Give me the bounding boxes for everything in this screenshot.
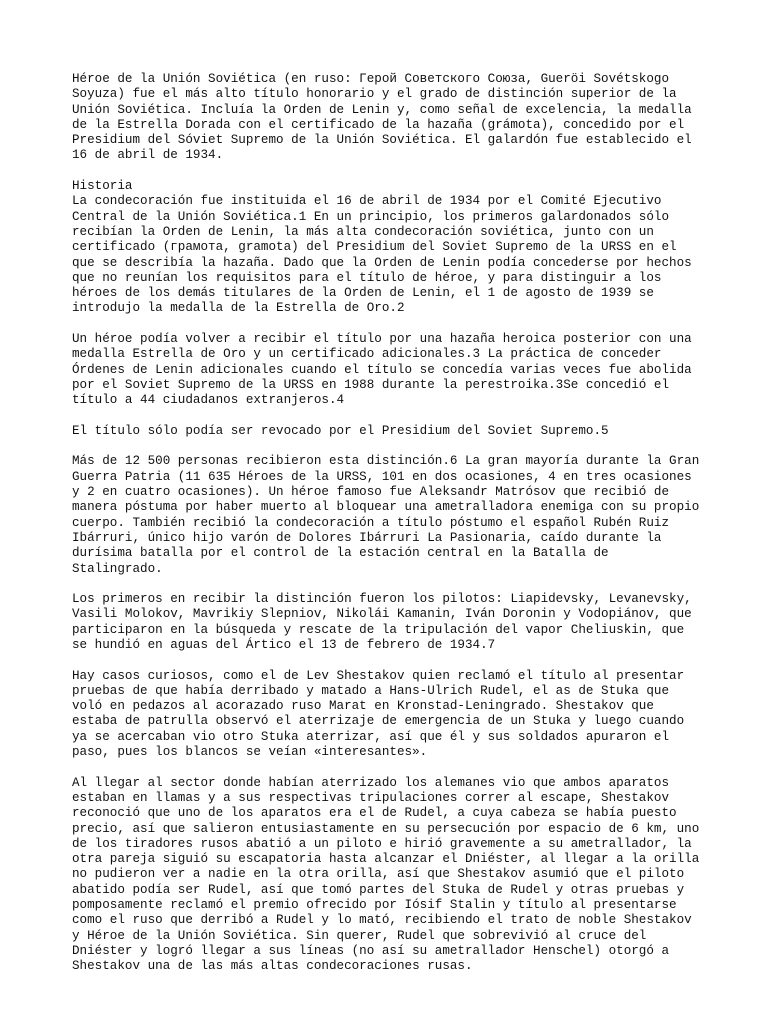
text-line: Vasili Molokov, Mavrikiy Slepniov, Nikolái Kamanin, Iván Doronin y Vodopiánov, que: [72, 607, 692, 622]
text-line: héroes de los demás titulares de la Orden de Lenin, el 1 de agosto de 1939 se: [72, 286, 654, 301]
text-line: participaron en la búsqueda y rescate de la tripulación del vapor Cheliuskin, que: [72, 622, 685, 637]
document-page: [72, 72, 712, 990]
text-line: Hay casos curiosos, como el de Lev Shestakov quien reclamó el título al presentar: [72, 668, 685, 683]
text-line: Órdenes de Lenin adicionales cuando el título se concedía varias veces fue abolida: [72, 362, 692, 377]
text-line: que se describía la hazaña. Dado que la Orden de Lenin podía concederse por hechos: [72, 255, 692, 270]
text-line: de la Estrella Dorada con el certificado de la hazaña (grámota), concedido por el: [72, 117, 685, 132]
text-line: Soyuza) fue el más alto título honorario y el grado de distinción superior de la: [72, 87, 677, 102]
text-line: Un héroe podía volver a recibir el título por una hazaña heroica posterior con una: [72, 332, 692, 347]
text-line: no pudieron ver a nadie en la otra orilla, así que Shestakov asumió que el piloto: [72, 867, 685, 882]
text-line: y 2 en cuatro ocasiones). Un héroe famoso fue Aleksandr Matrósov que recibió de: [72, 485, 670, 500]
text-line: abatido podía ser Rudel, así que tomó partes del Stuka de Rudel y otras pruebas y: [72, 882, 685, 897]
text-line: de los tiradores rusos abatió a un piloto e hirió gravemente a su ametrallador, la: [72, 836, 692, 851]
history-section-paragraph: [72, 179, 712, 317]
text-line: 16 de abril de 1934.: [72, 148, 224, 163]
text-line: La condecoración fue instituida el 16 de abril de 1934 por el Comité Ejecutivo: [72, 194, 662, 209]
text-line: Central de la Unión Soviética.1 En un principio, los primeros galardonados sólo: [72, 209, 670, 224]
text-line: estaba de patrulla observó el aterrizaje de emergencia de un Stuka y luego cuando: [72, 714, 685, 729]
text-line: reconoció que uno de los aparatos era el de Rudel, a cuya cabeza se había puesto: [72, 806, 677, 821]
body-paragraph: [72, 776, 712, 975]
text-line: otra pareja siguió su escapatoria hasta alcanzar el Dniéster, al llegar a la orilla: [72, 852, 700, 867]
text-line: Al llegar al sector donde habían aterrizado los alemanes vio que ambos aparatos: [72, 775, 670, 790]
text-line: estaban en llamas y a sus respectivas tripulaciones correr al escape, Shestakov: [72, 790, 670, 805]
text-line: Héroe de la Unión Soviética (en ruso: Герой Советского Союза, Gueröi Sovétskogo: [72, 72, 670, 86]
text-line: Dniéster y logró llegar a sus líneas (no así su ametrallador Henschel) otorgó a: [72, 943, 670, 958]
text-line: pomposamente reclamó el premio ofrecido por Iósif Stalin y título al presentarse: [72, 898, 677, 913]
text-line: Stalingrado.: [72, 561, 163, 576]
text-line: introdujo la medalla de la Estrella de Oro.2: [72, 301, 405, 316]
text-line: durísima batalla por el control de la estación central en la Batalla de: [72, 546, 609, 561]
text-line: paso, pues los blancos se veían «interesantes».: [72, 745, 428, 760]
text-line: título a 44 ciudadanos extranjeros.4: [72, 393, 345, 408]
section-heading: Historia: [72, 179, 133, 194]
text-line: Guerra Patria (11 635 Héroes de la URSS, 101 en dos ocasiones, 4 en tres ocasiones: [72, 469, 692, 484]
text-line: pruebas de que había derribado y matado a Hans-Ulrich Rudel, el as de Stuka que: [72, 683, 670, 698]
text-line: Los primeros en recibir la distinción fueron los pilotos: Liapidevsky, Levanevsky,: [72, 592, 692, 607]
text-line: se hundió en aguas del Ártico el 13 de febrero de 1934.7: [72, 637, 496, 652]
text-line: Shestakov una de las más altas condecoraciones rusas.: [72, 959, 473, 974]
body-paragraph: [72, 454, 712, 576]
text-line: Más de 12 500 personas recibieron esta distinción.6 La gran mayoría durante la Gran: [72, 454, 700, 469]
text-line: como el ruso que derribó a Rudel y lo mató, recibiendo el trato de noble Shestakov: [72, 913, 692, 928]
body-paragraph: [72, 592, 712, 653]
text-line: por el Soviet Supremo de la URSS en 1988 durante la perestroika.3Se concedió el: [72, 377, 670, 392]
body-paragraph: [72, 72, 712, 164]
text-line: voló en pedazos al acorazado ruso Marat en Kronstad-Leningrado. Shestakov que: [72, 699, 654, 714]
text-line: medalla Estrella de Oro y un certificado adicionales.3 La práctica de conceder: [72, 347, 662, 362]
text-line: recibían la Orden de Lenin, la más alta condecoración soviética, junto con un: [72, 224, 654, 239]
text-line: Ibárruri, único hijo varón de Dolores Ibárruri La Pasionaria, caído durante la: [72, 530, 662, 545]
text-line: manera póstuma por haber muerto al bloquear una ametralladora enemiga con su propio: [72, 500, 700, 515]
text-line: y Héroe de la Unión Soviética. Sin querer, Rudel que sobrevivió al cruce del: [72, 928, 647, 943]
text-line: que no reunían los requisitos para el título de héroe, y para distinguir a los: [72, 270, 662, 285]
text-line: certificado (грамота, gramota) del Presidium del Soviet Supremo de la URSS en el: [72, 240, 677, 255]
body-paragraph: [72, 424, 712, 439]
body-paragraph: [72, 332, 712, 408]
text-line: ya se acercaban vio otro Stuka aterrizar, así que él y sus soldados apuraron el: [72, 729, 670, 744]
text-line: Unión Soviética. Incluía la Orden de Lenin y, como señal de excelencia, la medalla: [72, 102, 692, 117]
text-line: El título sólo podía ser revocado por el Presidium del Soviet Supremo.5: [72, 423, 609, 438]
text-line: cuerpo. También recibió la condecoración a título póstumo el español Rubén Ruiz: [72, 515, 670, 530]
text-line: Presidium del Sóviet Supremo de la Unión Soviética. El galardón fue establecido el: [72, 133, 692, 148]
text-line: precio, así que salieron entusiastamente en su persecución por espacio de 6 km, uno: [72, 821, 700, 836]
body-paragraph: [72, 669, 712, 761]
